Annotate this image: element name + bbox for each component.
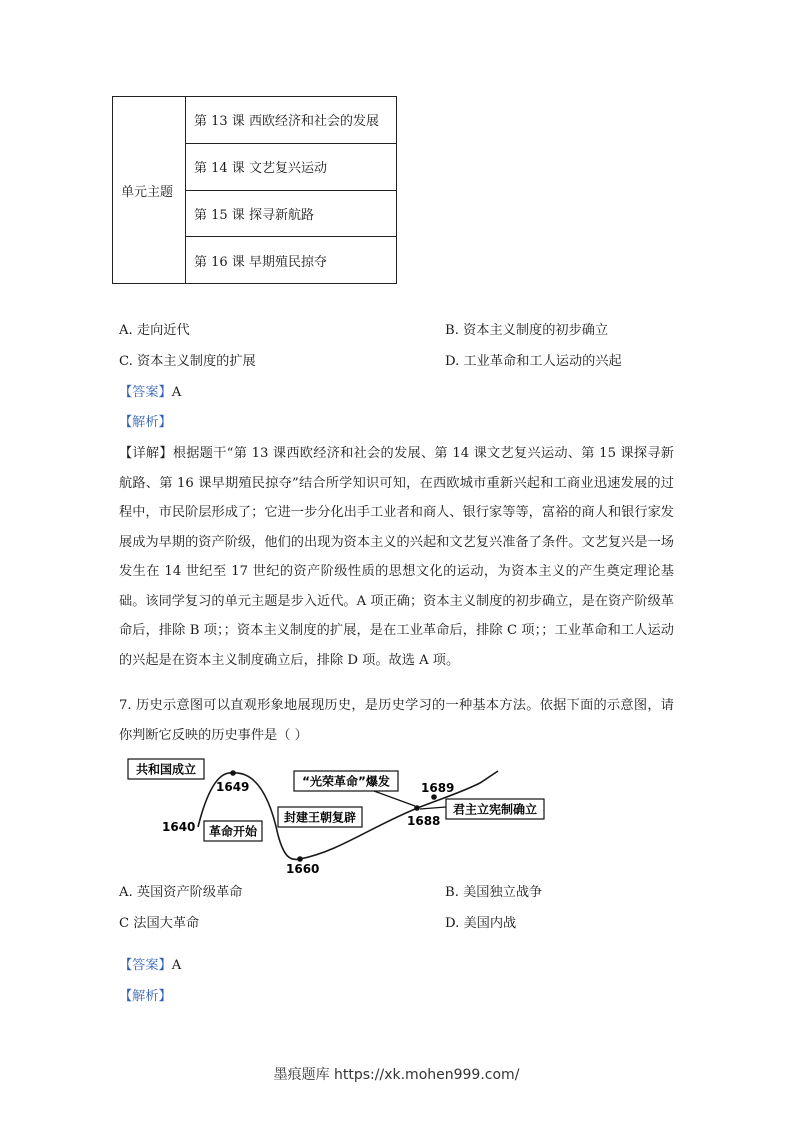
arrow-constitutional <box>420 807 446 809</box>
detail-text: 根据题干“第 13 课西欧经济和社会的发展、第 14 课文艺复兴运动、第 15 课探寻新航路、第 16 课早期殖民掠夺”结合所学知识可知，在西欧城市重新兴起和工商业迅速发展的过程中，市民阶层形成了；它进一步分化出手工业者和商人、银行家等等，富裕的商人和银行家发展成为早期的资产阶级，他们的出现为资本主义的兴起和文艺复兴准备了条件。文艺复兴是一场发生在 14 世纪至 17 世纪的资产阶级性质的思想文化的运动，为资本主义的产生奠定理论基础。该同学复习的单元主题是步入近代。A 项正确；资本主义制度的初步确立，是在资产阶级革命后，排除 B 项；；资本主义制度的扩展，是在工业革命后，排除 C 项；；工业革命和工人运动的兴起是在资本主义制度确立后，排除 D 项。故选 A 项。 <box>119 446 674 668</box>
republic-label: 共和国成立 <box>135 762 197 777</box>
year-1640: 1640 <box>162 820 196 834</box>
point-1688 <box>414 805 420 811</box>
answer-tag: 【答案】 <box>119 958 172 973</box>
lesson-cell: 第 15 课 探寻新航路 <box>186 190 397 237</box>
english-revolution-diagram <box>120 757 560 877</box>
unit-theme-table <box>112 96 397 284</box>
q6-detail-paragraph <box>119 439 674 675</box>
point-1660 <box>297 856 303 862</box>
analysis-tag: 【解析】 <box>119 415 172 430</box>
arrow-glorious <box>374 791 415 806</box>
q7-option-b: B. 美国独立战争 <box>445 885 543 900</box>
footer-watermark: 墨痕题库 https://xk.mohen999.com/ <box>273 1067 520 1083</box>
q6-analysis-heading <box>119 413 172 433</box>
detail-tag: 【详解】 <box>119 446 173 461</box>
year-1689: 1689 <box>421 781 455 795</box>
q7-option-c: C 法国大革命 <box>119 916 200 931</box>
year-1649: 1649 <box>216 780 250 794</box>
q7-option-d: D. 美国内战 <box>445 916 517 931</box>
year-1688: 1688 <box>407 814 441 828</box>
q6-option-c: C. 资本主义制度的扩展 <box>119 354 256 369</box>
theme-label-cell: 单元主题 <box>113 97 186 284</box>
restoration-label: 封建王朝复辟 <box>283 810 357 825</box>
lesson-cell: 第 13 课 西欧经济和社会的发展 <box>186 97 397 144</box>
answer-value: A <box>171 385 182 400</box>
point-1689 <box>431 794 437 800</box>
revolution-start-label: 革命开始 <box>208 824 258 839</box>
q6-option-d: D. 工业革命和工人运动的兴起 <box>445 354 622 369</box>
q6-answer-line <box>119 383 181 403</box>
lesson-cell: 第 16 课 早期殖民掠夺 <box>186 237 397 284</box>
q7-analysis-heading <box>119 987 172 1007</box>
year-1660: 1660 <box>286 862 320 876</box>
q7-stem: 7. 历史示意图可以直观形象地展现历史，是历史学习的一种基本方法。依据下面的示意图，请你判断它反映的历史事件是（ ） <box>119 698 674 743</box>
q7-answer-line <box>119 956 181 976</box>
point-1649 <box>230 770 236 776</box>
answer-tag: 【答案】 <box>119 385 172 400</box>
answer-value: A <box>171 958 182 973</box>
q6-option-b: B. 资本主义制度的初步确立 <box>445 323 609 338</box>
glorious-label: “光荣革命”爆发 <box>302 774 390 789</box>
constitutional-label: 君主立宪制确立 <box>452 802 538 817</box>
q7-option-a: A. 英国资产阶级革命 <box>119 885 243 900</box>
q6-option-a: A. 走向近代 <box>119 323 190 338</box>
analysis-tag: 【解析】 <box>119 989 172 1004</box>
lesson-cell: 第 14 课 文艺复兴运动 <box>186 143 397 190</box>
